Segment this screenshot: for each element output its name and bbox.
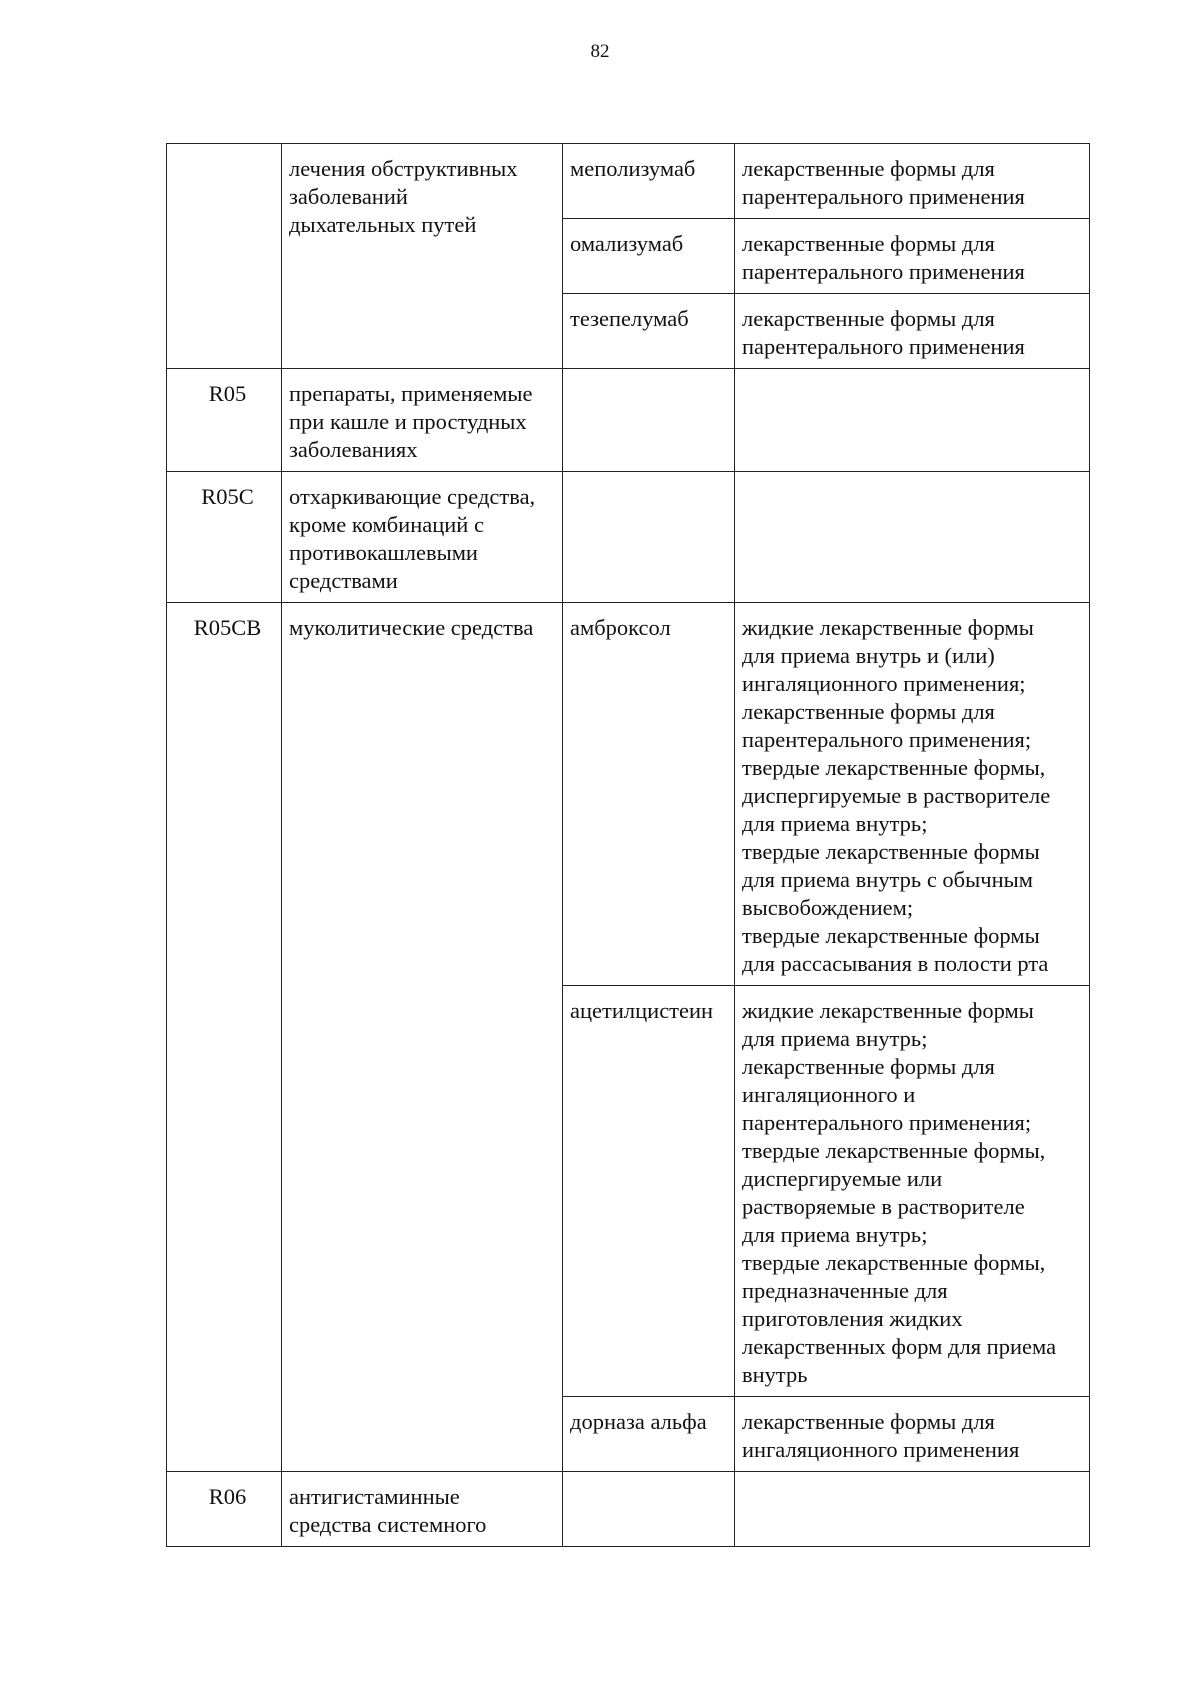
dosage-forms-cell bbox=[735, 1472, 1090, 1547]
dosage-form-line: парентерального применения bbox=[742, 184, 1025, 209]
drug-name-cell bbox=[563, 144, 735, 219]
atc-group-line: муколитические средства bbox=[289, 615, 534, 640]
dosage-form-line: приготовления жидких bbox=[742, 1306, 963, 1331]
table-row bbox=[167, 369, 1090, 472]
drug-name: омализумаб bbox=[570, 231, 684, 256]
dosage-form-line: ингаляционного применения; bbox=[742, 671, 1026, 696]
atc-group-cell bbox=[282, 472, 563, 603]
dosage-forms-cell bbox=[735, 472, 1090, 603]
dosage-form-line: лекарственных форм для приема bbox=[742, 1334, 1057, 1359]
atc-code: R06 bbox=[208, 1484, 247, 1509]
atc-code: R05CB bbox=[193, 615, 262, 640]
table-row bbox=[167, 144, 1090, 219]
dosage-form-line: для приема внутрь; bbox=[742, 811, 928, 836]
drug-name-cell bbox=[563, 603, 735, 986]
dosage-form-line: твердые лекарственные формы bbox=[742, 839, 1040, 864]
atc-code-cell bbox=[167, 603, 282, 1472]
dosage-forms-cell bbox=[735, 1397, 1090, 1472]
dosage-form-line: твердые лекарственные формы bbox=[742, 923, 1040, 948]
dosage-form-line: ингаляционного и bbox=[742, 1082, 916, 1107]
drug-name-cell bbox=[563, 294, 735, 369]
dosage-forms-cell bbox=[735, 144, 1090, 219]
dosage-form-line: жидкие лекарственные формы bbox=[742, 615, 1034, 640]
page-number: 82 bbox=[590, 41, 610, 62]
dosage-forms-cell bbox=[735, 986, 1090, 1397]
dosage-form-line: лекарственные формы для bbox=[742, 1409, 995, 1434]
atc-group-cell bbox=[282, 144, 563, 369]
atc-group-line: заболеваниях bbox=[289, 437, 418, 462]
atc-code: R05C bbox=[201, 484, 254, 509]
dosage-form-line: твердые лекарственные формы, bbox=[742, 1138, 1046, 1163]
atc-code-cell bbox=[167, 472, 282, 603]
dosage-form-line: предназначенные для bbox=[742, 1278, 948, 1303]
dosage-form-line: лекарственные формы для bbox=[742, 306, 995, 331]
dosage-form-line: парентерального применения; bbox=[742, 1110, 1032, 1135]
atc-code: R05 bbox=[208, 381, 247, 406]
atc-group-line: заболеваний bbox=[289, 184, 408, 209]
dosage-form-line: для приема внутрь с обычным bbox=[742, 867, 1033, 892]
atc-group-line: при кашле и простудных bbox=[289, 409, 527, 434]
drug-name-cell bbox=[563, 369, 735, 472]
atc-code-cell bbox=[167, 369, 282, 472]
drug-classification-table bbox=[166, 143, 1090, 1547]
drug-name: тезепелумаб bbox=[570, 306, 689, 331]
dosage-form-line: для рассасывания в полости рта bbox=[742, 951, 1049, 976]
dosage-form-line: ингаляционного применения bbox=[742, 1437, 1020, 1462]
dosage-forms-cell bbox=[735, 294, 1090, 369]
dosage-form-line: диспергируемые в растворителе bbox=[742, 783, 1051, 808]
dosage-form-line: парентерального применения bbox=[742, 259, 1025, 284]
table-body bbox=[167, 144, 1090, 1547]
atc-group-cell bbox=[282, 603, 563, 1472]
drug-name-cell bbox=[563, 986, 735, 1397]
atc-group-cell bbox=[282, 1472, 563, 1547]
dosage-form-line: высвобождением; bbox=[742, 895, 914, 920]
dosage-form-line: лекарственные формы для bbox=[742, 156, 995, 181]
dosage-forms-cell bbox=[735, 369, 1090, 472]
drug-name: ацетилцистеин bbox=[570, 998, 714, 1023]
drug-name: амброксол bbox=[570, 615, 671, 640]
table-row bbox=[167, 472, 1090, 603]
atc-group-line: противокашлевыми bbox=[289, 540, 478, 565]
atc-code-cell bbox=[167, 144, 282, 369]
dosage-form-line: лекарственные формы для bbox=[742, 1054, 995, 1079]
drug-name: дорназа альфа bbox=[570, 1409, 707, 1434]
dosage-form-line: для приема внутрь и (или) bbox=[742, 643, 995, 668]
dosage-form-line: жидкие лекарственные формы bbox=[742, 998, 1034, 1023]
dosage-form-line: лекарственные формы для bbox=[742, 231, 995, 256]
atc-group-line: лечения обструктивных bbox=[289, 156, 518, 181]
atc-group-line: отхаркивающие средства, bbox=[289, 484, 536, 509]
drug-name-cell bbox=[563, 1397, 735, 1472]
drug-name: меполизумаб bbox=[570, 156, 696, 181]
dosage-form-line: твердые лекарственные формы, bbox=[742, 1250, 1046, 1275]
dosage-forms-cell bbox=[735, 603, 1090, 986]
atc-group-line: средствами bbox=[289, 568, 398, 593]
atc-group-line: дыхательных путей bbox=[289, 212, 477, 237]
atc-group-line: кроме комбинаций с bbox=[289, 512, 484, 537]
table-row bbox=[167, 603, 1090, 986]
atc-group-line: препараты, применяемые bbox=[289, 381, 533, 406]
atc-group-cell bbox=[282, 369, 563, 472]
atc-group-line: антигистаминные bbox=[289, 1484, 460, 1509]
dosage-form-line: лекарственные формы для bbox=[742, 699, 995, 724]
atc-code-cell bbox=[167, 1472, 282, 1547]
drug-name-cell bbox=[563, 472, 735, 603]
dosage-form-line: для приема внутрь; bbox=[742, 1026, 928, 1051]
dosage-form-line: для приема внутрь; bbox=[742, 1222, 928, 1247]
drug-name-cell bbox=[563, 1472, 735, 1547]
dosage-form-line: парентерального применения bbox=[742, 334, 1025, 359]
dosage-form-line: диспергируемые или bbox=[742, 1166, 943, 1191]
dosage-form-line: внутрь bbox=[742, 1362, 808, 1387]
dosage-forms-cell bbox=[735, 219, 1090, 294]
dosage-form-line: твердые лекарственные формы, bbox=[742, 755, 1046, 780]
table-row bbox=[167, 1472, 1090, 1547]
drug-name-cell bbox=[563, 219, 735, 294]
dosage-form-line: парентерального применения; bbox=[742, 727, 1032, 752]
atc-group-line: средства системного bbox=[289, 1512, 487, 1537]
dosage-form-line: растворяемые в растворителе bbox=[742, 1194, 1025, 1219]
